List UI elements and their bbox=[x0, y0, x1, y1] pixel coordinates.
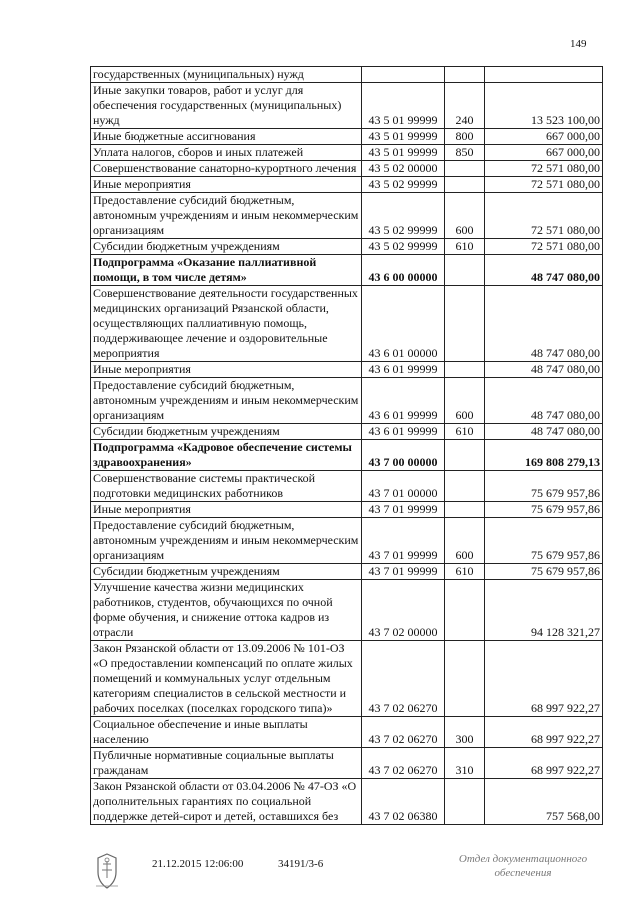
row-code-cell: 43 7 01 99999 bbox=[362, 518, 445, 564]
row-sum-cell: 75 679 957,86 bbox=[485, 518, 603, 564]
row-name-cell: Уплата налогов, сборов и иных платежей bbox=[91, 145, 362, 161]
row-sum-cell: 68 997 922,27 bbox=[485, 717, 603, 748]
page-footer bbox=[0, 850, 640, 900]
row-expense-type-cell bbox=[445, 161, 485, 177]
table-row bbox=[91, 748, 603, 779]
row-name-cell: Субсидии бюджетным учреждениям bbox=[91, 424, 362, 440]
department-stamp bbox=[448, 852, 598, 880]
row-sum-cell: 68 997 922,27 bbox=[485, 641, 603, 717]
stamp-line-2: обеспечения bbox=[494, 867, 552, 879]
row-name-cell: Предоставление субсидий бюджетным, автономным учреждениям и иным некоммерческим организациям bbox=[91, 518, 362, 564]
table-row bbox=[91, 193, 603, 239]
row-sum-cell: 72 571 080,00 bbox=[485, 193, 603, 239]
row-sum-cell: 48 747 080,00 bbox=[485, 286, 603, 362]
page-number: 149 bbox=[570, 38, 587, 50]
row-sum-cell: 169 808 279,13 bbox=[485, 440, 603, 471]
row-expense-type-cell bbox=[445, 67, 485, 83]
row-expense-type-cell: 310 bbox=[445, 748, 485, 779]
row-expense-type-cell bbox=[445, 641, 485, 717]
row-code-cell: 43 6 01 99999 bbox=[362, 378, 445, 424]
table-row bbox=[91, 129, 603, 145]
row-sum-cell: 68 997 922,27 bbox=[485, 748, 603, 779]
row-expense-type-cell: 610 bbox=[445, 564, 485, 580]
footer-document-number: 34191/3-6 bbox=[278, 858, 324, 870]
row-code-cell: 43 5 01 99999 bbox=[362, 145, 445, 161]
table-row bbox=[91, 362, 603, 378]
row-name-cell: Подпрограмма «Оказание паллиативной помощи, в том числе детям» bbox=[91, 255, 362, 286]
row-name-cell: Иные мероприятия bbox=[91, 177, 362, 193]
row-code-cell: 43 6 01 99999 bbox=[362, 362, 445, 378]
row-name-cell: Субсидии бюджетным учреждениям bbox=[91, 564, 362, 580]
row-sum-cell: 72 571 080,00 bbox=[485, 161, 603, 177]
row-sum-cell: 75 679 957,86 bbox=[485, 564, 603, 580]
table-row bbox=[91, 286, 603, 362]
row-expense-type-cell: 610 bbox=[445, 424, 485, 440]
row-name-cell: Иные мероприятия bbox=[91, 502, 362, 518]
row-name-cell: Подпрограмма «Кадровое обеспечение системы здравоохранения» bbox=[91, 440, 362, 471]
row-name-cell: Предоставление субсидий бюджетным, автономным учреждениям и иным некоммерческим организациям bbox=[91, 378, 362, 424]
table-row bbox=[91, 83, 603, 129]
row-code-cell: 43 7 02 00000 bbox=[362, 580, 445, 641]
row-code-cell: 43 5 02 99999 bbox=[362, 193, 445, 239]
table-row bbox=[91, 239, 603, 255]
table-row bbox=[91, 580, 603, 641]
row-sum-cell: 48 747 080,00 bbox=[485, 362, 603, 378]
row-sum-cell: 72 571 080,00 bbox=[485, 239, 603, 255]
row-code-cell: 43 6 00 00000 bbox=[362, 255, 445, 286]
row-expense-type-cell bbox=[445, 255, 485, 286]
row-name-cell: Публичные нормативные социальные выплаты гражданам bbox=[91, 748, 362, 779]
row-name-cell: Иные закупки товаров, работ и услуг для обеспечения государственных (муниципальных) нужд bbox=[91, 83, 362, 129]
row-name-cell: Улучшение качества жизни медицинских работников, студентов, обучающихся по очной форме обучения, и снижение оттока кадров из отрасли bbox=[91, 580, 362, 641]
row-expense-type-cell: 240 bbox=[445, 83, 485, 129]
row-code-cell: 43 5 02 00000 bbox=[362, 161, 445, 177]
table-row bbox=[91, 502, 603, 518]
budget-table bbox=[90, 66, 603, 825]
table-row bbox=[91, 471, 603, 502]
row-sum-cell: 48 747 080,00 bbox=[485, 378, 603, 424]
table-row bbox=[91, 177, 603, 193]
row-expense-type-cell: 600 bbox=[445, 378, 485, 424]
row-code-cell: 43 5 01 99999 bbox=[362, 83, 445, 129]
row-sum-cell: 75 679 957,86 bbox=[485, 502, 603, 518]
row-name-cell: Закон Рязанской области от 03.04.2006 № 47-ОЗ «О дополнительных гарантиях по социальной поддержке детей-сирот и детей, оставшихся без bbox=[91, 779, 362, 825]
row-expense-type-cell: 610 bbox=[445, 239, 485, 255]
coat-of-arms-icon bbox=[92, 852, 122, 890]
row-expense-type-cell bbox=[445, 502, 485, 518]
table-row bbox=[91, 145, 603, 161]
table-row bbox=[91, 424, 603, 440]
row-expense-type-cell bbox=[445, 177, 485, 193]
budget-table-body bbox=[91, 67, 603, 825]
row-code-cell: 43 6 01 00000 bbox=[362, 286, 445, 362]
row-sum-cell: 75 679 957,86 bbox=[485, 471, 603, 502]
row-sum-cell: 667 000,00 bbox=[485, 145, 603, 161]
row-name-cell: государственных (муниципальных) нужд bbox=[91, 67, 362, 83]
row-code-cell: 43 7 02 06270 bbox=[362, 748, 445, 779]
row-name-cell: Предоставление субсидий бюджетным, автономным учреждениям и иным некоммерческим организациям bbox=[91, 193, 362, 239]
table-row bbox=[91, 518, 603, 564]
row-expense-type-cell: 850 bbox=[445, 145, 485, 161]
row-expense-type-cell: 800 bbox=[445, 129, 485, 145]
row-sum-cell: 13 523 100,00 bbox=[485, 83, 603, 129]
row-name-cell: Субсидии бюджетным учреждениям bbox=[91, 239, 362, 255]
table-row bbox=[91, 255, 603, 286]
row-expense-type-cell bbox=[445, 286, 485, 362]
table-row bbox=[91, 564, 603, 580]
row-sum-cell: 48 747 080,00 bbox=[485, 255, 603, 286]
row-code-cell: 43 7 02 06270 bbox=[362, 641, 445, 717]
row-expense-type-cell bbox=[445, 440, 485, 471]
row-name-cell: Совершенствование системы практической подготовки медицинских работников bbox=[91, 471, 362, 502]
row-expense-type-cell: 600 bbox=[445, 193, 485, 239]
row-sum-cell: 667 000,00 bbox=[485, 129, 603, 145]
row-sum-cell: 48 747 080,00 bbox=[485, 424, 603, 440]
table-row bbox=[91, 378, 603, 424]
row-code-cell: 43 7 02 06380 bbox=[362, 779, 445, 825]
table-row bbox=[91, 641, 603, 717]
row-code-cell: 43 5 02 99999 bbox=[362, 239, 445, 255]
row-name-cell: Иные мероприятия bbox=[91, 362, 362, 378]
row-name-cell: Иные бюджетные ассигнования bbox=[91, 129, 362, 145]
row-name-cell: Закон Рязанской области от 13.09.2006 № 101-ОЗ «О предоставлении компенсаций по оплате жилых помещений и коммунальных услуг отдельным категориям специалистов в сельской местности и рабочих поселках (поселках городского типа)» bbox=[91, 641, 362, 717]
row-code-cell: 43 5 02 99999 bbox=[362, 177, 445, 193]
row-expense-type-cell: 600 bbox=[445, 518, 485, 564]
row-code-cell: 43 7 01 00000 bbox=[362, 471, 445, 502]
row-code-cell bbox=[362, 67, 445, 83]
row-code-cell: 43 7 01 99999 bbox=[362, 564, 445, 580]
table-row bbox=[91, 779, 603, 825]
row-expense-type-cell bbox=[445, 580, 485, 641]
row-name-cell: Совершенствование санаторно-курортного лечения bbox=[91, 161, 362, 177]
row-expense-type-cell bbox=[445, 362, 485, 378]
row-expense-type-cell bbox=[445, 779, 485, 825]
row-code-cell: 43 7 01 99999 bbox=[362, 502, 445, 518]
row-code-cell: 43 7 00 00000 bbox=[362, 440, 445, 471]
row-expense-type-cell: 300 bbox=[445, 717, 485, 748]
row-code-cell: 43 7 02 06270 bbox=[362, 717, 445, 748]
row-sum-cell bbox=[485, 67, 603, 83]
row-code-cell: 43 6 01 99999 bbox=[362, 424, 445, 440]
table-row bbox=[91, 161, 603, 177]
stamp-line-1: Отдел документационного bbox=[458, 853, 588, 865]
row-code-cell: 43 5 01 99999 bbox=[362, 129, 445, 145]
table-row bbox=[91, 67, 603, 83]
table-row bbox=[91, 440, 603, 471]
row-name-cell: Совершенствование деятельности государственных медицинских организаций Рязанской области, осуществляющих паллиативную помощь, поддерживающее лечение и оздоровительные мероприятия bbox=[91, 286, 362, 362]
footer-timestamp: 21.12.2015 12:06:00 bbox=[152, 858, 244, 870]
row-sum-cell: 94 128 321,27 bbox=[485, 580, 603, 641]
row-name-cell: Социальное обеспечение и иные выплаты населению bbox=[91, 717, 362, 748]
row-sum-cell: 757 568,00 bbox=[485, 779, 603, 825]
table-row bbox=[91, 717, 603, 748]
row-expense-type-cell bbox=[445, 471, 485, 502]
row-sum-cell: 72 571 080,00 bbox=[485, 177, 603, 193]
